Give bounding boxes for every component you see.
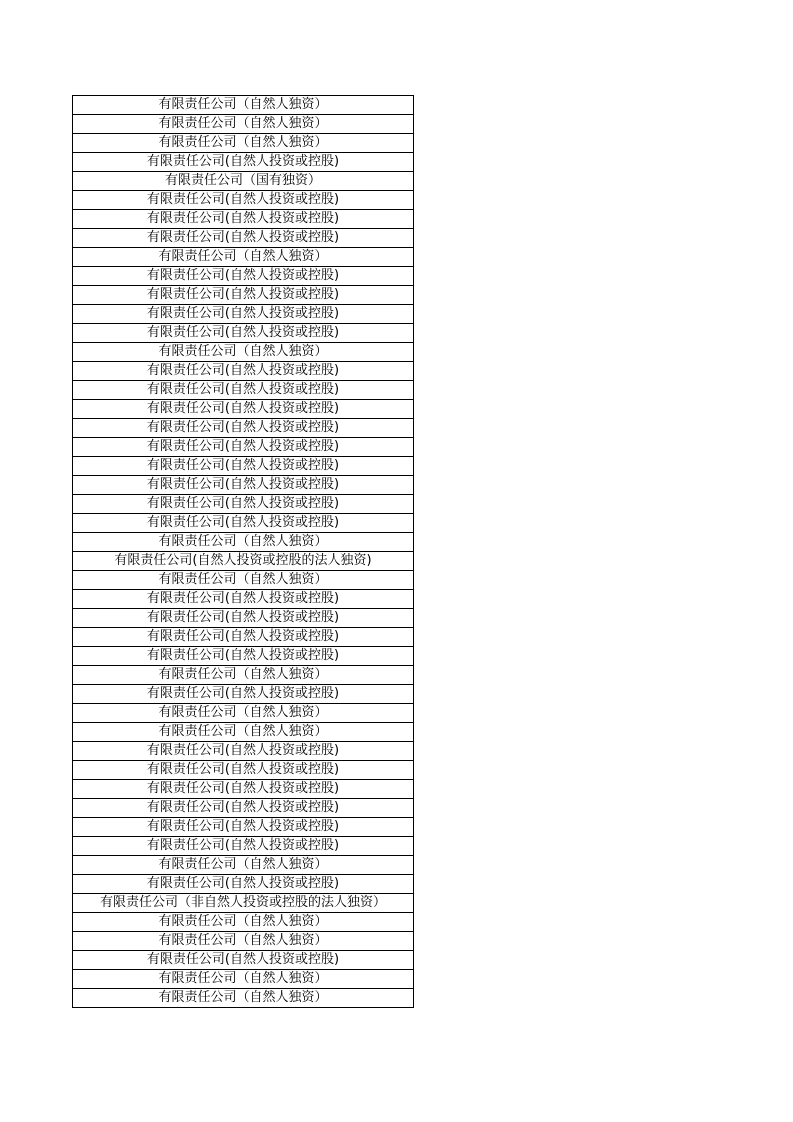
- company-type-cell[interactable]: 有限责任公司(自然人投资或控股): [73, 153, 414, 172]
- company-type-cell[interactable]: 有限责任公司（自然人独资）: [73, 970, 414, 989]
- table-row: [73, 400, 414, 419]
- company-type-cell[interactable]: 有限责任公司（自然人独资）: [73, 913, 414, 932]
- company-type-cell[interactable]: 有限责任公司(自然人投资或控股): [73, 286, 414, 305]
- company-type-cell[interactable]: 有限责任公司(自然人投资或控股): [73, 438, 414, 457]
- table-row: [73, 134, 414, 153]
- table-row: [73, 552, 414, 571]
- company-type-cell[interactable]: 有限责任公司(自然人投资或控股): [73, 799, 414, 818]
- company-type-cell[interactable]: 有限责任公司(自然人投资或控股): [73, 609, 414, 628]
- table-row: [73, 267, 414, 286]
- company-type-cell[interactable]: 有限责任公司(自然人投资或控股): [73, 818, 414, 837]
- company-type-cell[interactable]: 有限责任公司（非自然人投资或控股的法人独资）: [73, 894, 414, 913]
- table-row: [73, 533, 414, 552]
- table-row: [73, 723, 414, 742]
- table-row: [73, 799, 414, 818]
- company-type-cell[interactable]: 有限责任公司(自然人投资或控股): [73, 381, 414, 400]
- company-type-cell[interactable]: 有限责任公司(自然人投资或控股): [73, 476, 414, 495]
- company-type-cell[interactable]: 有限责任公司(自然人投资或控股): [73, 875, 414, 894]
- table-row: [73, 913, 414, 932]
- company-type-cell[interactable]: 有限责任公司(自然人投资或控股): [73, 419, 414, 438]
- company-type-cell[interactable]: 有限责任公司(自然人投资或控股): [73, 951, 414, 970]
- table-row: [73, 381, 414, 400]
- table-row: [73, 438, 414, 457]
- company-type-cell[interactable]: 有限责任公司(自然人投资或控股): [73, 837, 414, 856]
- table-row: [73, 780, 414, 799]
- company-type-cell[interactable]: 有限责任公司（自然人独资）: [73, 723, 414, 742]
- table-row: [73, 875, 414, 894]
- company-type-cell[interactable]: 有限责任公司(自然人投资或控股): [73, 457, 414, 476]
- table-row: [73, 324, 414, 343]
- company-type-cell[interactable]: 有限责任公司(自然人投资或控股): [73, 210, 414, 229]
- table-row: [73, 970, 414, 989]
- table-row: [73, 609, 414, 628]
- table-row: [73, 571, 414, 590]
- company-type-cell[interactable]: 有限责任公司（自然人独资）: [73, 666, 414, 685]
- table-row: [73, 628, 414, 647]
- company-type-cell[interactable]: 有限责任公司(自然人投资或控股): [73, 324, 414, 343]
- company-type-cell[interactable]: 有限责任公司（自然人独资）: [73, 571, 414, 590]
- table-row: [73, 305, 414, 324]
- company-type-cell[interactable]: 有限责任公司（自然人独资）: [73, 115, 414, 134]
- company-type-cell[interactable]: 有限责任公司(自然人投资或控股): [73, 400, 414, 419]
- company-type-cell[interactable]: 有限责任公司(自然人投资或控股): [73, 761, 414, 780]
- table-row: [73, 248, 414, 267]
- table-row: [73, 951, 414, 970]
- table-row: [73, 476, 414, 495]
- company-type-cell[interactable]: 有限责任公司（自然人独资）: [73, 134, 414, 153]
- company-type-cell[interactable]: 有限责任公司（自然人独资）: [73, 533, 414, 552]
- table-row: [73, 704, 414, 723]
- table-row: [73, 856, 414, 875]
- table-row: [73, 761, 414, 780]
- table-row: [73, 514, 414, 533]
- company-type-cell[interactable]: 有限责任公司(自然人投资或控股): [73, 305, 414, 324]
- table-row: [73, 419, 414, 438]
- company-type-cell[interactable]: 有限责任公司(自然人投资或控股): [73, 742, 414, 761]
- table-body: [73, 96, 414, 1008]
- table-row: [73, 96, 414, 115]
- company-type-cell[interactable]: 有限责任公司（自然人独资）: [73, 704, 414, 723]
- company-type-cell[interactable]: 有限责任公司（自然人独资）: [73, 96, 414, 115]
- table-row: [73, 210, 414, 229]
- company-type-cell[interactable]: 有限责任公司（自然人独资）: [73, 343, 414, 362]
- company-type-cell[interactable]: 有限责任公司(自然人投资或控股): [73, 495, 414, 514]
- table-row: [73, 115, 414, 134]
- table-row: [73, 457, 414, 476]
- table-row: [73, 989, 414, 1008]
- table-row: [73, 343, 414, 362]
- company-type-table: [72, 95, 414, 1008]
- company-type-cell[interactable]: 有限责任公司(自然人投资或控股): [73, 229, 414, 248]
- company-type-cell[interactable]: 有限责任公司(自然人投资或控股): [73, 514, 414, 533]
- table-row: [73, 191, 414, 210]
- company-type-cell[interactable]: 有限责任公司(自然人投资或控股): [73, 590, 414, 609]
- table-row: [73, 685, 414, 704]
- company-type-cell[interactable]: 有限责任公司(自然人投资或控股): [73, 191, 414, 210]
- table-row: [73, 932, 414, 951]
- table-row: [73, 229, 414, 248]
- company-type-cell[interactable]: 有限责任公司（自然人独资）: [73, 856, 414, 875]
- table-row: [73, 647, 414, 666]
- company-type-cell[interactable]: 有限责任公司(自然人投资或控股): [73, 267, 414, 286]
- table-row: [73, 742, 414, 761]
- table-row: [73, 590, 414, 609]
- company-type-cell[interactable]: 有限责任公司(自然人投资或控股): [73, 685, 414, 704]
- company-type-cell[interactable]: 有限责任公司(自然人投资或控股的法人独资): [73, 552, 414, 571]
- table-row: [73, 153, 414, 172]
- company-type-cell[interactable]: 有限责任公司（自然人独资）: [73, 989, 414, 1008]
- table-row: [73, 495, 414, 514]
- company-type-cell[interactable]: 有限责任公司(自然人投资或控股): [73, 628, 414, 647]
- company-type-cell[interactable]: 有限责任公司（自然人独资）: [73, 248, 414, 267]
- table-row: [73, 818, 414, 837]
- table-row: [73, 172, 414, 191]
- company-type-cell[interactable]: 有限责任公司（国有独资）: [73, 172, 414, 191]
- company-type-cell[interactable]: 有限责任公司(自然人投资或控股): [73, 362, 414, 381]
- company-type-cell[interactable]: 有限责任公司(自然人投资或控股): [73, 780, 414, 799]
- company-type-cell[interactable]: 有限责任公司(自然人投资或控股): [73, 647, 414, 666]
- company-type-cell[interactable]: 有限责任公司（自然人独资）: [73, 932, 414, 951]
- table-row: [73, 666, 414, 685]
- table-row: [73, 286, 414, 305]
- table-row: [73, 894, 414, 913]
- table-row: [73, 362, 414, 381]
- table-row: [73, 837, 414, 856]
